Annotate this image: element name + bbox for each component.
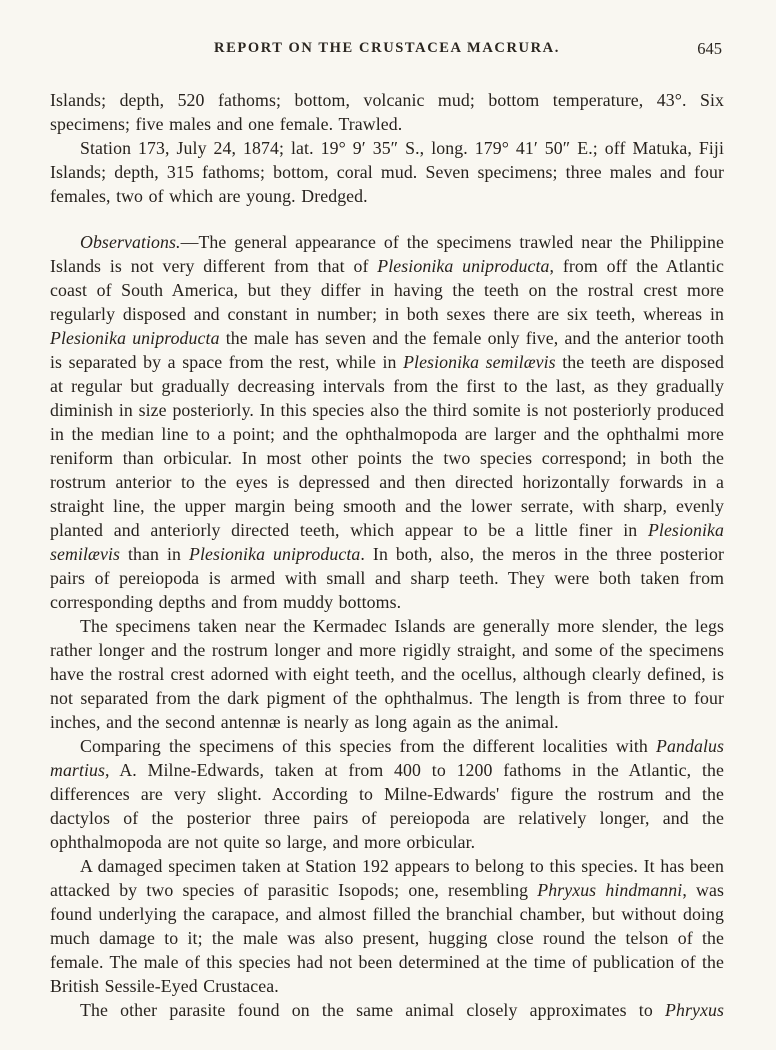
text-run: The other parasite found on the same animal closely approximates to: [80, 1000, 666, 1020]
body-text: [50, 88, 724, 1022]
italic-run: Phryxus hindmanni: [537, 880, 683, 900]
italic-run: Plesionika semilævis: [50, 520, 724, 564]
italic-run: Plesionika uniproducta: [189, 544, 361, 564]
text-run: Islands; depth, 520 fathoms; bottom, volcanic mud; bottom temperature, 43°. Six specimens; five males and one female. Trawled.: [50, 90, 724, 134]
paragraph: [50, 230, 724, 614]
italic-run: Plesionika semilævis: [403, 352, 556, 372]
paragraph: [50, 614, 724, 734]
paragraph: [50, 734, 724, 854]
text-run: A damaged specimen taken at Station 192 appears to belong to this species. It has been attacked by two species of parasitic Isopods; one, resembling: [50, 856, 724, 900]
text-run: , was found underlying the carapace, and almost filled the branchial chamber, but without doing much damage to it; the male was also present, hugging close round the telson of the female. The male of this species had not been determined at the time of publication of the British Sessile-Eyed Crustacea.: [50, 880, 725, 996]
page-number: 645: [697, 39, 722, 58]
text-run: —The general appearance of the specimens trawled near the Philippine Islands is not very different from that of: [50, 232, 724, 276]
text-run: , from off the Atlantic coast of South America, but they differ in having the teeth on the rostral crest more regularly disposed and constant in number; in both sexes there are six teeth, whereas in: [50, 256, 724, 324]
text-run: , A. Milne-Edwards, taken at from 400 to 1200 fathoms in the Atlantic, the differences are very slight. According to Milne-Edwards' figure the rostrum and the dactylos of the posterior three pairs of pereiopoda are relatively longer, and the ophthalmopoda are not quite so large, and more orbicular.: [50, 760, 724, 852]
text-run: Station 173, July 24, 1874; lat. 19° 9′ 35″ S., long. 179° 41′ 50″ E.; off Matuka, Fiji Islands; depth, 315 fathoms; bottom, coral mud. Seven specimens; three males and four females, two of which are young. Dredged.: [50, 138, 724, 206]
text-run: the teeth are disposed at regular but gradually decreasing intervals from the first to the last, as they gradually diminish in size posteriorly. In this species also the third somite is not posteriorly produced in the median line to a point; and the ophthalmopoda are larger and the ophthalmi more reniform than orbicular. In most other points the two species correspond; in both the rostrum anterior to the eyes is depressed and then directed horizontally forwards in a straight line, the upper margin being smooth and the lower serrate, with sharp, evenly planted and anteriorly directed teeth, which appear to be a little finer in: [50, 352, 724, 540]
italic-run: Observations.: [80, 232, 181, 252]
paragraph: [50, 854, 724, 998]
text-run: The specimens taken near the Kermadec Islands are generally more slender, the legs rather longer and the rostrum longer and more rigidly straight, and some of the specimens have the rostral crest adorned with eight teeth, and the ocellus, although clearly defined, is not separated from the dark pigment of the ophthalmus. The length is from three to four inches, and the second antennæ is nearly as long again as the animal.: [50, 616, 724, 732]
header-title: REPORT ON THE CRUSTACEA MACRURA.: [214, 40, 560, 56]
text-run: than in: [120, 544, 189, 564]
paragraph: [50, 998, 724, 1022]
text-run: the male has seven and the female only five, and the anterior tooth is separated by a space from the rest, while in: [50, 328, 724, 372]
italic-run: Pandalus martius: [50, 736, 724, 780]
italic-run: Phryxus: [665, 1000, 724, 1020]
paragraph: [50, 136, 724, 208]
running-header: [50, 40, 724, 62]
italic-run: Plesionika uniproducta: [50, 328, 220, 348]
italic-run: Plesionika uniproducta: [377, 256, 550, 276]
paragraph: [50, 88, 724, 136]
text-run: . In both, also, the meros in the three posterior pairs of pereiopoda is armed with small and sharp teeth. They were both taken from corresponding depths and from muddy bottoms.: [50, 544, 724, 612]
text-run: Comparing the specimens of this species from the different localities with: [80, 736, 657, 756]
